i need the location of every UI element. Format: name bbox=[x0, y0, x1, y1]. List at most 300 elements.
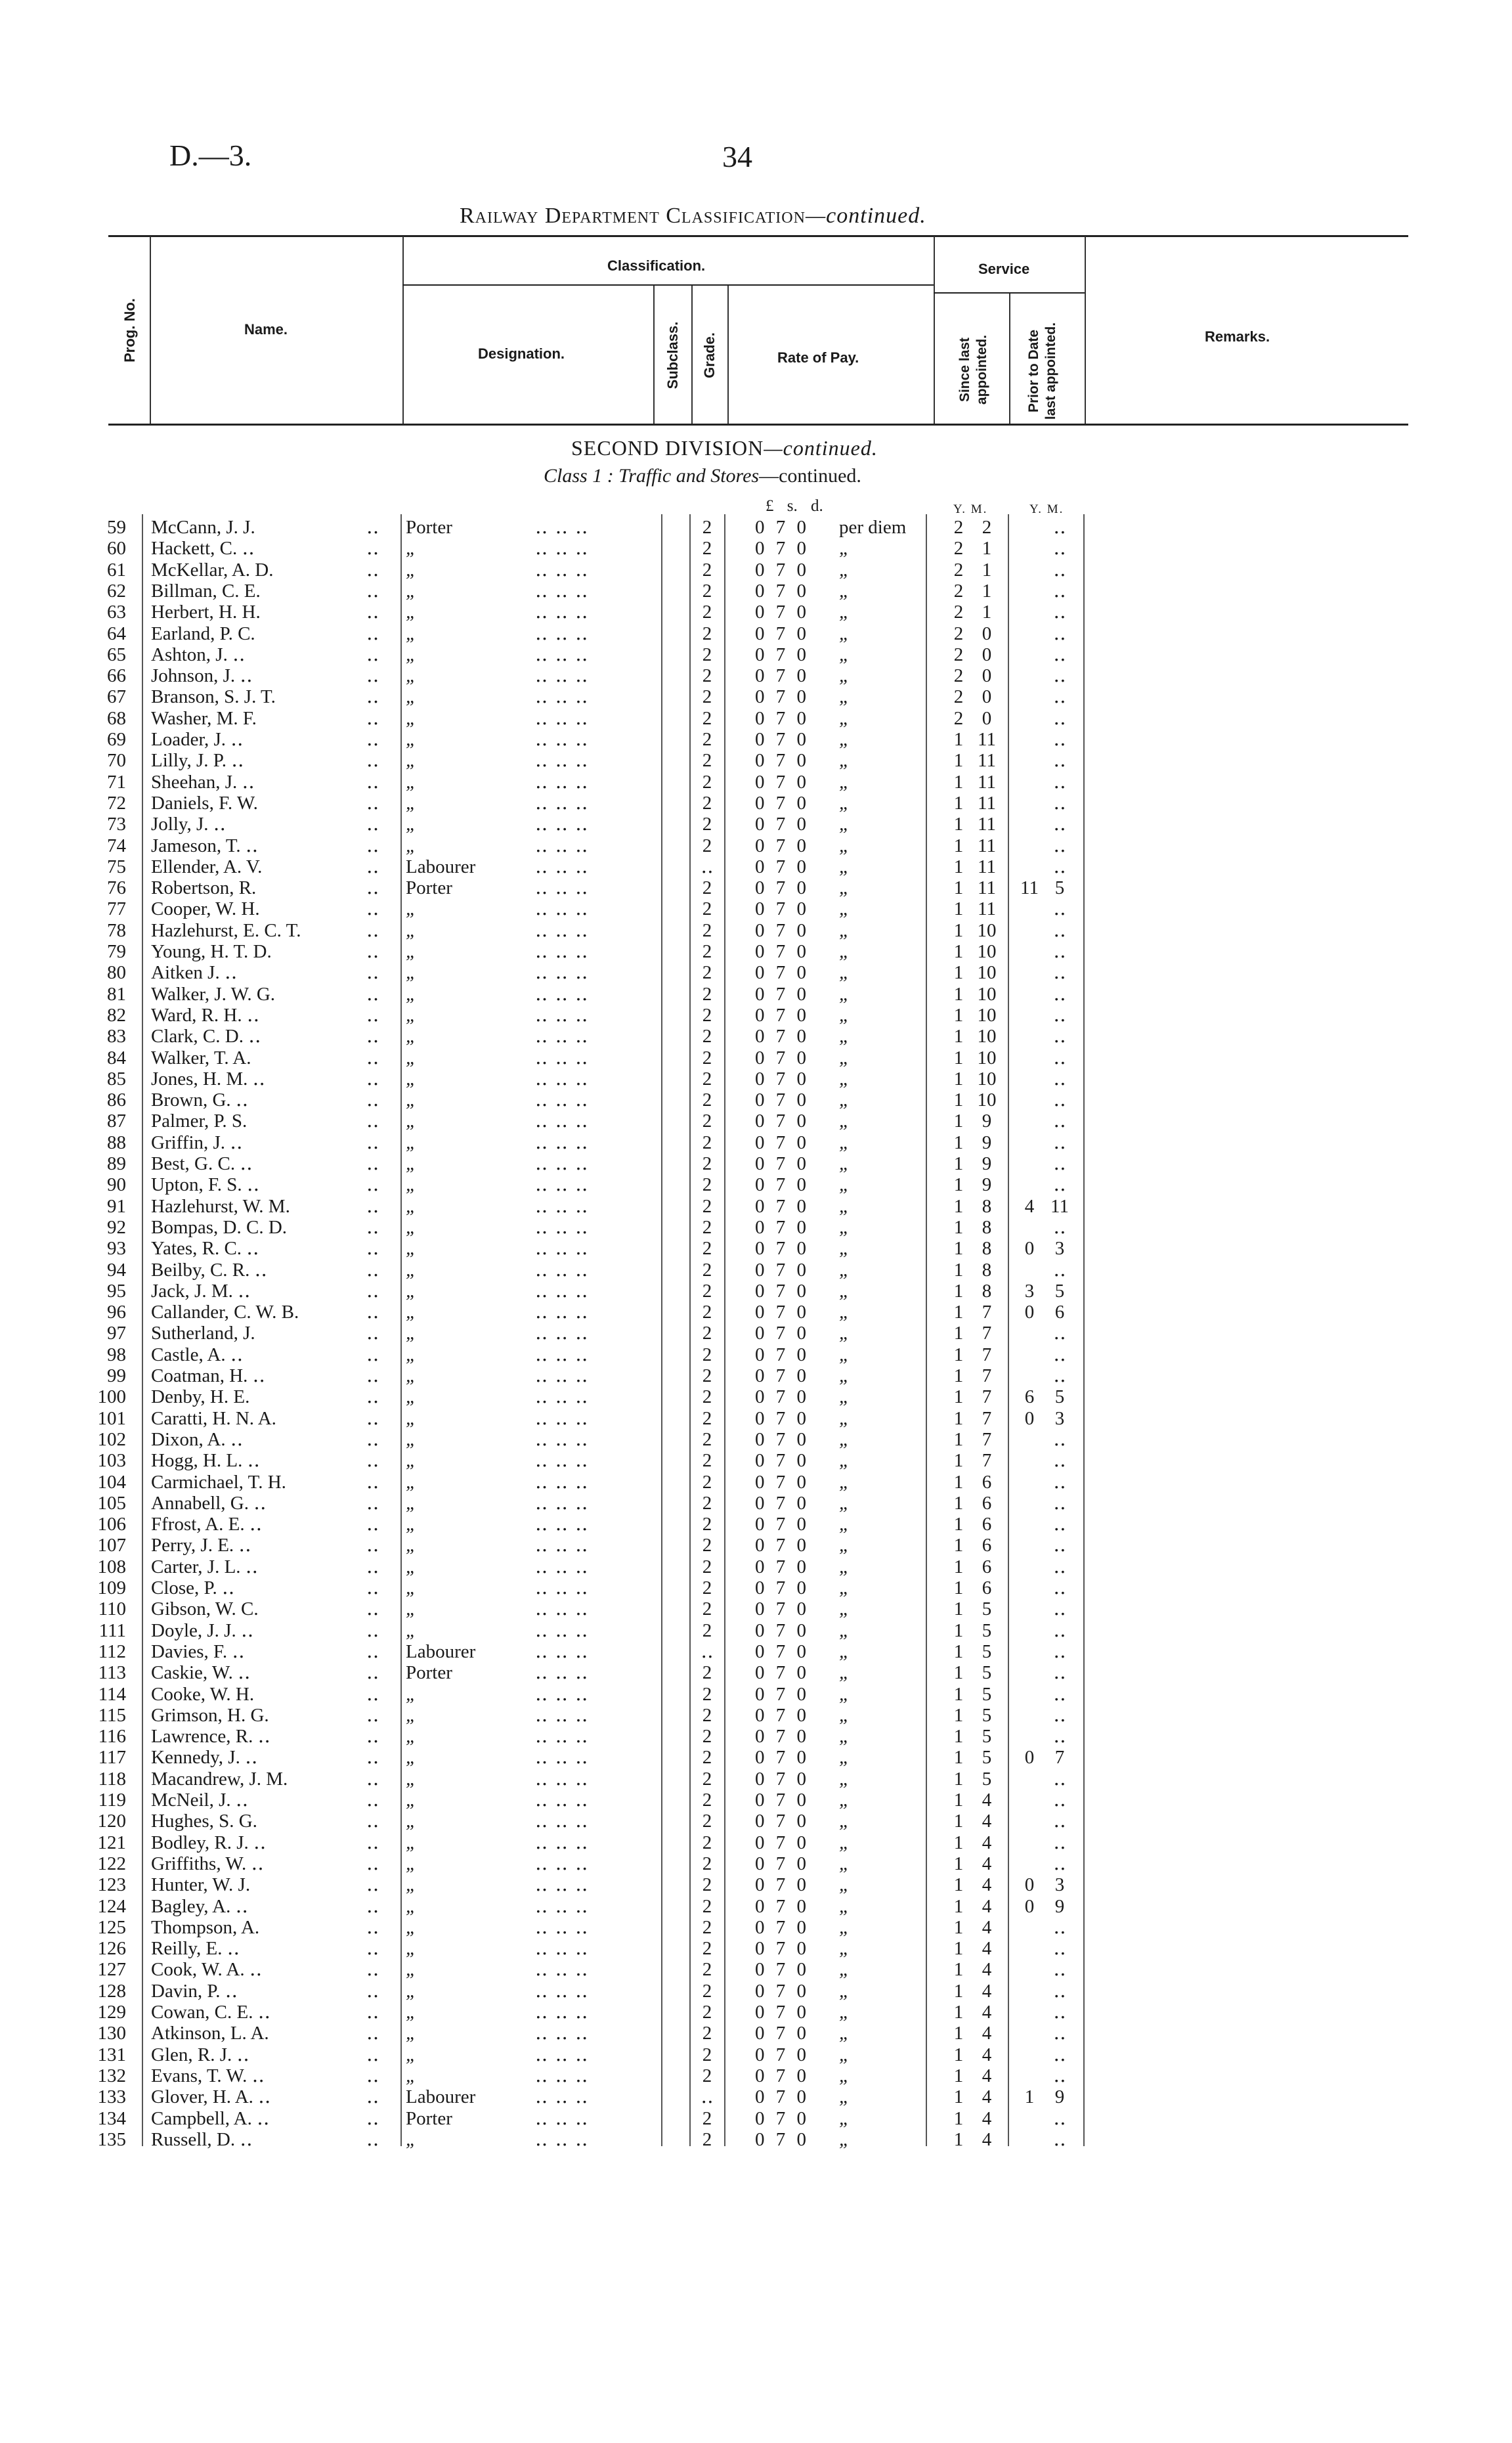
rate-cell: 0 7 0 bbox=[755, 1683, 806, 1705]
grade-cell: 2 bbox=[702, 1959, 712, 1981]
prog-no-cell: 120 bbox=[97, 1811, 126, 1832]
rate-unit-cell: „ bbox=[839, 538, 850, 560]
name-cell: McCann, J. J. bbox=[151, 517, 255, 538]
designation-cell: „ bbox=[406, 1980, 417, 2002]
table-row bbox=[0, 1917, 1512, 1938]
leader-dots: ‥ bbox=[366, 1598, 379, 1620]
header-divider bbox=[1085, 236, 1086, 424]
prior-months-cell: ‥ bbox=[1053, 1556, 1066, 1577]
table-row bbox=[0, 1641, 1512, 1662]
leader-dots: ‥ bbox=[366, 1004, 379, 1026]
prog-no-cell: 119 bbox=[98, 1790, 126, 1811]
leader-dots: ‥ ‥ ‥ bbox=[535, 559, 590, 581]
leader-dots: ‥ ‥ ‥ bbox=[535, 856, 590, 877]
rate-unit-cell: „ bbox=[839, 2107, 850, 2129]
leader-dots: ‥ bbox=[366, 1068, 379, 1089]
designation-cell: „ bbox=[406, 1556, 417, 1577]
rate-unit-cell: „ bbox=[839, 1577, 850, 1598]
rate-cell: 0 7 0 bbox=[755, 580, 806, 602]
since-months-cell: 10 bbox=[977, 1026, 997, 1047]
since-months-cell: 1 bbox=[982, 602, 992, 623]
name-cell: Bodley, R. J. ‥ bbox=[151, 1832, 267, 1853]
name-cell: Callander, C. W. B. bbox=[151, 1302, 299, 1323]
name-cell: Reilly, E. ‥ bbox=[151, 1938, 240, 1960]
prog-no-cell: 128 bbox=[97, 1980, 126, 2002]
grade-cell: 2 bbox=[702, 2107, 712, 2129]
prior-months-cell: ‥ bbox=[1053, 517, 1066, 538]
prog-no-cell: 115 bbox=[98, 1704, 126, 1726]
prog-no-cell: 103 bbox=[97, 1450, 126, 1472]
leader-dots: ‥ ‥ ‥ bbox=[535, 1428, 590, 1450]
leader-dots: ‥ ‥ ‥ bbox=[535, 644, 590, 665]
prog-no-cell: 68 bbox=[107, 707, 126, 729]
name-cell: Grimson, H. G. bbox=[151, 1704, 269, 1726]
name-cell: Cowan, C. E. ‥ bbox=[151, 2002, 271, 2023]
rate-unit-cell: „ bbox=[839, 1556, 850, 1577]
rate-cell: 0 7 0 bbox=[755, 1556, 806, 1577]
table-row bbox=[0, 814, 1512, 835]
table-row bbox=[0, 1153, 1512, 1174]
prog-no-cell: 130 bbox=[97, 2023, 126, 2044]
since-months-cell: 4 bbox=[982, 1980, 992, 2002]
since-years-cell: 1 bbox=[953, 1111, 964, 1132]
prior-years-cell: 3 bbox=[1024, 1280, 1035, 1302]
leader-dots: ‥ ‥ ‥ bbox=[535, 1344, 590, 1365]
leader-dots: ‥ bbox=[366, 1768, 379, 1790]
rate-cell: 0 7 0 bbox=[755, 962, 806, 984]
leader-dots: ‥ bbox=[366, 602, 379, 623]
grade-cell: 2 bbox=[702, 1344, 712, 1365]
leader-dots: ‥ bbox=[366, 1153, 379, 1174]
leader-dots: ‥ ‥ ‥ bbox=[535, 1111, 590, 1132]
since-months-cell: 6 bbox=[982, 1471, 992, 1493]
leader-dots: ‥ bbox=[366, 1428, 379, 1450]
leader-dots: ‥ bbox=[366, 1895, 379, 1917]
since-years-cell: 1 bbox=[953, 1492, 964, 1514]
since-months-cell: 6 bbox=[982, 1492, 992, 1514]
name-cell: Hazlehurst, E. C. T. bbox=[151, 919, 301, 941]
leader-dots: ‥ ‥ ‥ bbox=[535, 2002, 590, 2023]
designation-cell: „ bbox=[406, 1811, 417, 1832]
rate-cell: 0 7 0 bbox=[755, 1980, 806, 2002]
leader-dots: ‥ ‥ ‥ bbox=[535, 1811, 590, 1832]
since-years-cell: 1 bbox=[953, 1768, 964, 1790]
rate-cell: 0 7 0 bbox=[755, 1619, 806, 1641]
rate-unit-cell: „ bbox=[839, 2044, 850, 2065]
rate-cell: 0 7 0 bbox=[755, 1068, 806, 1089]
prog-no-cell: 71 bbox=[107, 771, 126, 793]
since-months-cell: 5 bbox=[982, 1726, 992, 1748]
since-months-cell: 8 bbox=[982, 1259, 992, 1281]
name-cell: Washer, M. F. bbox=[151, 707, 257, 729]
rate-unit-cell: „ bbox=[839, 665, 850, 687]
prog-no-cell: 102 bbox=[97, 1428, 126, 1450]
name-cell: Russell, D. ‥ bbox=[151, 2128, 253, 2150]
grade-cell: 2 bbox=[702, 1026, 712, 1047]
header-divider bbox=[934, 236, 935, 424]
name-cell: Hunter, W. J. bbox=[151, 1874, 251, 1896]
prior-ym-units: Y. M. bbox=[1029, 502, 1064, 516]
leader-dots: ‥ ‥ ‥ bbox=[535, 1747, 590, 1769]
leader-dots: ‥ bbox=[366, 1302, 379, 1323]
since-years-cell: 1 bbox=[953, 1619, 964, 1641]
rate-cell: 0 7 0 bbox=[755, 2023, 806, 2044]
prog-no-cell: 65 bbox=[107, 644, 126, 665]
name-cell: Davies, F. ‥ bbox=[151, 1640, 245, 1662]
class-continued: —continued. bbox=[759, 465, 861, 487]
name-cell: McKellar, A. D. bbox=[151, 559, 274, 581]
prog-no-cell: 88 bbox=[107, 1132, 126, 1153]
rate-unit-cell: „ bbox=[839, 1174, 850, 1196]
prog-no-cell: 111 bbox=[98, 1619, 126, 1641]
leader-dots: ‥ ‥ ‥ bbox=[535, 983, 590, 1005]
since-months-cell: 10 bbox=[977, 1047, 997, 1068]
since-years-cell: 2 bbox=[953, 602, 964, 623]
leader-dots: ‥ ‥ ‥ bbox=[535, 707, 590, 729]
leader-dots: ‥ bbox=[366, 2002, 379, 2023]
leader-dots: ‥ bbox=[366, 1259, 379, 1281]
table-row bbox=[0, 1111, 1512, 1132]
table-row bbox=[0, 1684, 1512, 1705]
grade-cell: 2 bbox=[702, 1153, 712, 1174]
table-row bbox=[0, 898, 1512, 919]
since-years-cell: 1 bbox=[953, 814, 964, 835]
name-cell: Hazlehurst, W. M. bbox=[151, 1195, 290, 1217]
designation-cell: „ bbox=[406, 1047, 417, 1068]
prog-no-cell: 60 bbox=[107, 538, 126, 560]
table-row bbox=[0, 708, 1512, 729]
header-divider bbox=[727, 286, 729, 424]
prog-no-cell: 61 bbox=[107, 559, 126, 581]
since-years-cell: 1 bbox=[953, 1365, 964, 1386]
since-last-header: Since last appointed. bbox=[957, 334, 989, 405]
name-cell: Jack, J. M. ‥ bbox=[151, 1280, 251, 1302]
since-months-cell: 5 bbox=[982, 1768, 992, 1790]
leader-dots: ‥ bbox=[366, 1344, 379, 1365]
table-row bbox=[0, 877, 1512, 898]
designation-cell: „ bbox=[406, 1280, 417, 1302]
prog-no-cell: 123 bbox=[97, 1874, 126, 1896]
since-months-cell: 7 bbox=[982, 1365, 992, 1386]
prior-months-cell: ‥ bbox=[1053, 835, 1066, 856]
table-row bbox=[0, 665, 1512, 686]
name-cell: Caskie, W. ‥ bbox=[151, 1662, 251, 1684]
prog-no-cell: 96 bbox=[107, 1302, 126, 1323]
table-row bbox=[0, 1429, 1512, 1450]
name-cell: Annabell, G. ‥ bbox=[151, 1492, 267, 1514]
table-row bbox=[0, 1450, 1512, 1471]
prior-months-cell: ‥ bbox=[1053, 707, 1066, 729]
grade-cell: 2 bbox=[702, 1832, 712, 1853]
grade-cell: 2 bbox=[702, 1556, 712, 1577]
grade-cell: 2 bbox=[702, 919, 712, 941]
prior-months-cell: ‥ bbox=[1053, 1471, 1066, 1493]
since-years-cell: 1 bbox=[953, 835, 964, 856]
table-row bbox=[0, 2065, 1512, 2086]
rate-cell: 0 7 0 bbox=[755, 1174, 806, 1196]
rate-unit-cell: „ bbox=[839, 1895, 850, 1917]
name-cell: Ffrost, A. E. ‥ bbox=[151, 1514, 263, 1535]
rate-unit-cell: „ bbox=[839, 1302, 850, 1323]
leader-dots: ‥ ‥ ‥ bbox=[535, 835, 590, 856]
designation-cell: „ bbox=[406, 1111, 417, 1132]
name-cell: Ashton, J. ‥ bbox=[151, 644, 246, 665]
grade-cell: 2 bbox=[702, 962, 712, 984]
name-header: Name. bbox=[244, 321, 288, 338]
leader-dots: ‥ bbox=[366, 2128, 379, 2150]
prior-months-cell: ‥ bbox=[1053, 1514, 1066, 1535]
rate-cell: 0 7 0 bbox=[755, 1259, 806, 1281]
since-months-cell: 10 bbox=[977, 1004, 997, 1026]
leader-dots: ‥ ‥ ‥ bbox=[535, 1704, 590, 1726]
rate-cell: 0 7 0 bbox=[755, 771, 806, 793]
since-years-cell: 1 bbox=[953, 1026, 964, 1047]
leader-dots: ‥ ‥ ‥ bbox=[535, 1259, 590, 1281]
leader-dots: ‥ bbox=[366, 1556, 379, 1577]
name-cell: Carter, J. L. ‥ bbox=[151, 1556, 259, 1577]
name-cell: Earland, P. C. bbox=[151, 623, 255, 644]
prog-no-cell: 135 bbox=[97, 2128, 126, 2150]
table-row bbox=[0, 1493, 1512, 1514]
prior-months-cell: 5 bbox=[1054, 1280, 1065, 1302]
leader-dots: ‥ bbox=[366, 1132, 379, 1153]
rate-cell: 0 7 0 bbox=[755, 1874, 806, 1896]
grade-cell: 2 bbox=[702, 1216, 712, 1238]
designation-header: Designation. bbox=[478, 345, 565, 362]
rate-unit-cell: „ bbox=[839, 941, 850, 962]
designation-cell: „ bbox=[406, 559, 417, 581]
rate-of-pay-header: Rate of Pay. bbox=[777, 349, 859, 366]
rate-unit-cell: „ bbox=[839, 1514, 850, 1535]
grade-cell: 2 bbox=[702, 1492, 712, 1514]
grade-cell: 2 bbox=[702, 1598, 712, 1620]
rate-unit-cell: „ bbox=[839, 580, 850, 602]
prior-years-cell: 4 bbox=[1024, 1195, 1035, 1217]
prior-months-cell: ‥ bbox=[1053, 856, 1066, 877]
leader-dots: ‥ ‥ ‥ bbox=[535, 623, 590, 644]
prior-months-cell: ‥ bbox=[1053, 2044, 1066, 2065]
since-years-cell: 2 bbox=[953, 517, 964, 538]
designation-cell: „ bbox=[406, 919, 417, 941]
grade-cell: 2 bbox=[702, 1747, 712, 1769]
leader-dots: ‥ ‥ ‥ bbox=[535, 1938, 590, 1960]
prior-months-cell: ‥ bbox=[1053, 1938, 1066, 1960]
rate-unit-cell: „ bbox=[839, 602, 850, 623]
prior-years-cell: 0 bbox=[1024, 1895, 1035, 1917]
since-years-cell: 1 bbox=[953, 856, 964, 877]
prior-years-cell: 0 bbox=[1024, 1407, 1035, 1429]
leader-dots: ‥ ‥ ‥ bbox=[535, 517, 590, 538]
since-years-cell: 1 bbox=[953, 1662, 964, 1684]
name-cell: Macandrew, J. M. bbox=[151, 1768, 288, 1790]
rate-cell: 0 7 0 bbox=[755, 644, 806, 665]
prior-years-cell: 11 bbox=[1020, 877, 1039, 899]
prior-months-cell: ‥ bbox=[1053, 1980, 1066, 2002]
table-row bbox=[0, 962, 1512, 983]
since-years-cell: 1 bbox=[953, 792, 964, 814]
since-years-cell: 1 bbox=[953, 1598, 964, 1620]
name-cell: Cook, W. A. ‥ bbox=[151, 1959, 263, 1981]
prior-months-cell: 5 bbox=[1054, 877, 1065, 899]
prog-no-cell: 75 bbox=[107, 856, 126, 877]
since-years-cell: 1 bbox=[953, 1938, 964, 1960]
prog-no-cell: 108 bbox=[97, 1556, 126, 1577]
rate-cell: 0 7 0 bbox=[755, 1598, 806, 1620]
designation-cell: „ bbox=[406, 1959, 417, 1981]
rate-unit-cell: „ bbox=[839, 1916, 850, 1938]
prog-no-cell: 112 bbox=[98, 1640, 126, 1662]
since-months-cell: 4 bbox=[982, 1790, 992, 1811]
rate-unit-cell: „ bbox=[839, 1111, 850, 1132]
leader-dots: ‥ bbox=[366, 1853, 379, 1874]
since-months-cell: 11 bbox=[978, 750, 996, 772]
remarks-header: Remarks. bbox=[1205, 328, 1270, 345]
since-years-cell: 1 bbox=[953, 983, 964, 1005]
since-years-cell: 1 bbox=[953, 1089, 964, 1111]
designation-cell: „ bbox=[406, 2044, 417, 2065]
prior-months-cell: ‥ bbox=[1053, 919, 1066, 941]
leader-dots: ‥ ‥ ‥ bbox=[535, 1683, 590, 1705]
leader-dots: ‥ bbox=[366, 1938, 379, 1960]
name-cell: Robertson, R. bbox=[151, 877, 257, 899]
leader-dots: ‥ bbox=[366, 1790, 379, 1811]
leader-dots: ‥ bbox=[366, 1514, 379, 1535]
rate-cell: 0 7 0 bbox=[755, 898, 806, 920]
prior-months-cell: ‥ bbox=[1053, 1853, 1066, 1874]
name-cell: Denby, H. E. bbox=[151, 1386, 250, 1408]
leader-dots: ‥ ‥ ‥ bbox=[535, 792, 590, 814]
prior-months-cell: ‥ bbox=[1053, 2065, 1066, 2086]
since-months-cell: 11 bbox=[978, 792, 996, 814]
leader-dots: ‥ bbox=[366, 1704, 379, 1726]
designation-cell: „ bbox=[406, 1428, 417, 1450]
since-years-cell: 1 bbox=[953, 1916, 964, 1938]
grade-cell: 2 bbox=[702, 1365, 712, 1386]
since-years-cell: 1 bbox=[953, 1238, 964, 1260]
name-cell: Coatman, H. ‥ bbox=[151, 1365, 265, 1386]
name-cell: Kennedy, J. ‥ bbox=[151, 1747, 258, 1769]
prior-months-cell: ‥ bbox=[1053, 1089, 1066, 1111]
grade-cell: 2 bbox=[702, 1853, 712, 1874]
prior-years-cell: 0 bbox=[1024, 1747, 1035, 1769]
prior-months-cell: ‥ bbox=[1053, 941, 1066, 962]
designation-cell: Labourer bbox=[406, 2086, 476, 2108]
prog-no-cell: 113 bbox=[98, 1662, 126, 1684]
designation-cell: „ bbox=[406, 1259, 417, 1281]
rate-unit-cell: „ bbox=[839, 1832, 850, 1853]
name-cell: Lilly, J. P. ‥ bbox=[151, 750, 244, 772]
prog-no-cell: 97 bbox=[107, 1323, 126, 1344]
grade-cell: 2 bbox=[702, 2065, 712, 2086]
rate-unit-cell: „ bbox=[839, 1344, 850, 1365]
grade-cell: 2 bbox=[702, 1068, 712, 1089]
designation-cell: „ bbox=[406, 1895, 417, 1917]
rate-cell: 0 7 0 bbox=[755, 1916, 806, 1938]
designation-cell: „ bbox=[406, 1577, 417, 1598]
table-row bbox=[0, 1577, 1512, 1598]
prog-no-cell: 74 bbox=[107, 835, 126, 856]
grade-cell: 2 bbox=[702, 1619, 712, 1641]
since-months-cell: 10 bbox=[977, 919, 997, 941]
rate-cell: 0 7 0 bbox=[755, 856, 806, 877]
since-months-cell: 7 bbox=[982, 1428, 992, 1450]
designation-cell: „ bbox=[406, 814, 417, 835]
table-row bbox=[0, 1365, 1512, 1386]
prior-months-cell: ‥ bbox=[1053, 983, 1066, 1005]
designation-cell: Porter bbox=[406, 2107, 452, 2129]
since-years-cell: 1 bbox=[953, 1747, 964, 1769]
prior-months-cell: ‥ bbox=[1053, 1492, 1066, 1514]
since-months-cell: 11 bbox=[978, 814, 996, 835]
leader-dots: ‥ bbox=[366, 517, 379, 538]
since-months-cell: 7 bbox=[982, 1407, 992, 1429]
leader-dots: ‥ ‥ ‥ bbox=[535, 919, 590, 941]
rate-cell: 0 7 0 bbox=[755, 623, 806, 644]
table-row bbox=[0, 1408, 1512, 1429]
leader-dots: ‥ ‥ ‥ bbox=[535, 1895, 590, 1917]
prior-months-cell: ‥ bbox=[1053, 1344, 1066, 1365]
rate-cell: 0 7 0 bbox=[755, 835, 806, 856]
prior-months-cell: ‥ bbox=[1053, 1111, 1066, 1132]
rate-unit-cell: „ bbox=[839, 1323, 850, 1344]
rate-cell: 0 7 0 bbox=[755, 2107, 806, 2129]
grade-cell: 2 bbox=[702, 1004, 712, 1026]
rate-unit-cell: „ bbox=[839, 1492, 850, 1514]
rate-cell: 0 7 0 bbox=[755, 1514, 806, 1535]
rate-unit-cell: „ bbox=[839, 898, 850, 920]
since-months-cell: 6 bbox=[982, 1514, 992, 1535]
designation-cell: „ bbox=[406, 1344, 417, 1365]
leader-dots: ‥ ‥ ‥ bbox=[535, 1619, 590, 1641]
since-years-cell: 1 bbox=[953, 1726, 964, 1748]
rate-unit-cell: „ bbox=[839, 877, 850, 899]
prog-no-cell: 127 bbox=[97, 1959, 126, 1981]
prog-no-cell: 72 bbox=[107, 792, 126, 814]
name-cell: Jameson, T. ‥ bbox=[151, 835, 259, 856]
rate-cell: 0 7 0 bbox=[755, 1323, 806, 1344]
prog-no-cell: 95 bbox=[107, 1280, 126, 1302]
since-months-cell: 4 bbox=[982, 1916, 992, 1938]
table-row bbox=[0, 686, 1512, 707]
leader-dots: ‥ bbox=[366, 771, 379, 793]
since-years-cell: 2 bbox=[953, 665, 964, 687]
designation-cell: „ bbox=[406, 1514, 417, 1535]
grade-cell: 2 bbox=[702, 983, 712, 1005]
since-years-cell: 1 bbox=[953, 1790, 964, 1811]
leader-dots: ‥ bbox=[366, 707, 379, 729]
rate-unit-cell: „ bbox=[839, 1662, 850, 1684]
since-years-cell: 1 bbox=[953, 1895, 964, 1917]
since-years-cell: 1 bbox=[953, 898, 964, 920]
since-months-cell: 6 bbox=[982, 1556, 992, 1577]
name-cell: Caratti, H. N. A. bbox=[151, 1407, 276, 1429]
grade-cell: 2 bbox=[702, 1811, 712, 1832]
name-cell: Evans, T. W. ‥ bbox=[151, 2065, 265, 2086]
table-row bbox=[0, 1598, 1512, 1619]
grade-cell: 2 bbox=[702, 1726, 712, 1748]
designation-cell: „ bbox=[406, 1747, 417, 1769]
since-years-cell: 1 bbox=[953, 1386, 964, 1408]
designation-cell: „ bbox=[406, 1132, 417, 1153]
prog-no-cell: 105 bbox=[97, 1492, 126, 1514]
prog-no-cell: 131 bbox=[97, 2044, 126, 2065]
leader-dots: ‥ bbox=[366, 898, 379, 920]
leader-dots: ‥ bbox=[366, 1195, 379, 1217]
name-cell: Gibson, W. C. bbox=[151, 1598, 259, 1620]
leader-dots: ‥ ‥ ‥ bbox=[535, 538, 590, 560]
since-months-cell: 10 bbox=[977, 1068, 997, 1089]
designation-cell: „ bbox=[406, 983, 417, 1005]
